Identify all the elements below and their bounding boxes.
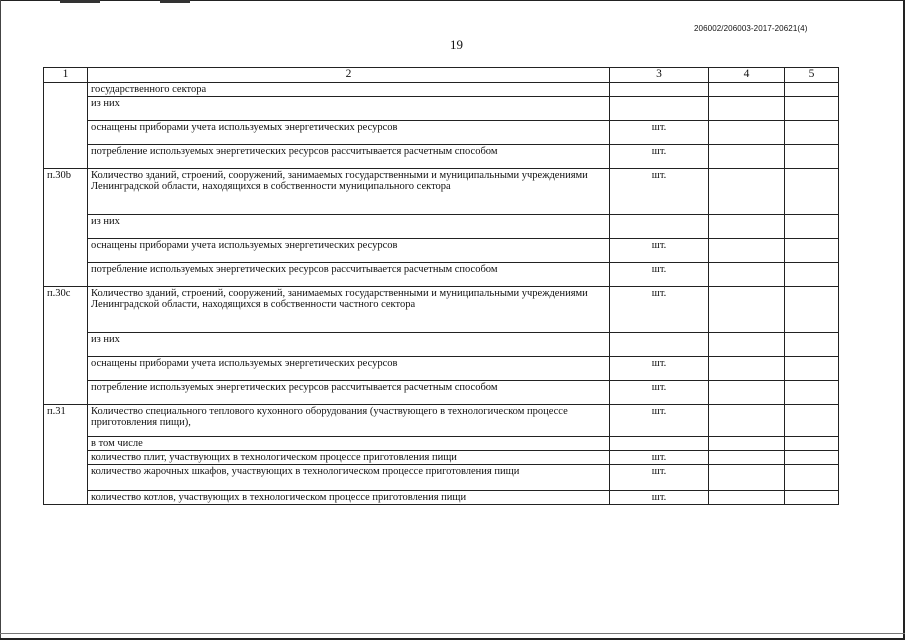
value-cell-col4 [709, 332, 785, 356]
unit-cell: шт. [610, 286, 709, 332]
table-row [44, 214, 839, 238]
scan-mark [160, 0, 190, 3]
page-number: 19 [450, 37, 463, 52]
table-row [44, 356, 839, 380]
description-cell: Количество зданий, строений, сооружений, занимаемых государственными и муниципальными учреждениями Ленинградской области, находящихся в собственности муниципального сектора [88, 168, 610, 214]
description-cell: оснащены приборами учета используемых энергетических ресурсов [88, 120, 610, 144]
description-cell: потребление используемых энергетических ресурсов рассчитывается расчетным способом [88, 262, 610, 286]
value-cell-col5 [785, 436, 839, 450]
table-row [44, 238, 839, 262]
value-cell-col5 [785, 144, 839, 168]
value-cell-col5 [785, 332, 839, 356]
table-row [44, 144, 839, 168]
table-row [44, 490, 839, 504]
description-cell: оснащены приборами учета используемых энергетических ресурсов [88, 356, 610, 380]
description-cell: потребление используемых энергетических ресурсов рассчитывается расчетным способом [88, 144, 610, 168]
description-cell: из них [88, 332, 610, 356]
unit-cell [610, 96, 709, 120]
unit-cell: шт. [610, 168, 709, 214]
table-row [44, 286, 839, 332]
report-table [43, 67, 839, 505]
value-cell-col5 [785, 96, 839, 120]
table-row [44, 464, 839, 490]
table-row [44, 450, 839, 464]
header-col-4: 4 [709, 68, 785, 83]
unit-cell: шт. [610, 380, 709, 404]
unit-cell [610, 214, 709, 238]
description-cell: из них [88, 96, 610, 120]
value-cell-col4 [709, 286, 785, 332]
table-row [44, 436, 839, 450]
value-cell-col4 [709, 238, 785, 262]
scan-frame-top [0, 0, 905, 1]
value-cell-col5 [785, 120, 839, 144]
item-number-cell: п.30c [44, 286, 88, 404]
value-cell-col4 [709, 490, 785, 504]
item-number-cell [44, 83, 88, 169]
value-cell-col5 [785, 356, 839, 380]
value-cell-col5 [785, 262, 839, 286]
unit-cell: шт. [610, 144, 709, 168]
value-cell-col4 [709, 120, 785, 144]
header-col-5: 5 [785, 68, 839, 83]
scan-frame-left [0, 0, 1, 640]
value-cell-col4 [709, 168, 785, 214]
description-cell: потребление используемых энергетических ресурсов рассчитывается расчетным способом [88, 380, 610, 404]
unit-cell [610, 332, 709, 356]
description-cell: в том числе [88, 436, 610, 450]
header-col-1: 1 [44, 68, 88, 83]
value-cell-col4 [709, 436, 785, 450]
table-row [44, 120, 839, 144]
value-cell-col4 [709, 96, 785, 120]
table-header-row [44, 68, 839, 83]
unit-cell [610, 83, 709, 97]
unit-cell: шт. [610, 238, 709, 262]
item-number-cell: п.31 [44, 404, 88, 504]
unit-cell [610, 436, 709, 450]
value-cell-col4 [709, 83, 785, 97]
description-cell: количество плит, участвующих в технологическом процессе приготовления пищи [88, 450, 610, 464]
value-cell-col4 [709, 262, 785, 286]
value-cell-col5 [785, 83, 839, 97]
table-row [44, 404, 839, 436]
table-row [44, 96, 839, 120]
value-cell-col5 [785, 404, 839, 436]
item-number-cell: п.30b [44, 168, 88, 286]
table-row [44, 83, 839, 97]
value-cell-col5 [785, 464, 839, 490]
table-row [44, 262, 839, 286]
value-cell-col4 [709, 404, 785, 436]
value-cell-col4 [709, 356, 785, 380]
value-cell-col5 [785, 214, 839, 238]
header-col-3: 3 [610, 68, 709, 83]
scan-frame-bottom-line [0, 633, 905, 634]
table-row [44, 168, 839, 214]
table-row [44, 380, 839, 404]
unit-cell: шт. [610, 450, 709, 464]
value-cell-col4 [709, 214, 785, 238]
unit-cell: шт. [610, 262, 709, 286]
value-cell-col5 [785, 168, 839, 214]
description-cell: государственного сектора [88, 83, 610, 97]
value-cell-col5 [785, 450, 839, 464]
unit-cell: шт. [610, 464, 709, 490]
value-cell-col5 [785, 286, 839, 332]
value-cell-col5 [785, 380, 839, 404]
unit-cell: шт. [610, 120, 709, 144]
unit-cell: шт. [610, 490, 709, 504]
unit-cell: шт. [610, 404, 709, 436]
header-col-2: 2 [88, 68, 610, 83]
table-row [44, 332, 839, 356]
description-cell: количество котлов, участвующих в технологическом процессе приготовления пищи [88, 490, 610, 504]
value-cell-col4 [709, 450, 785, 464]
value-cell-col4 [709, 144, 785, 168]
unit-cell: шт. [610, 356, 709, 380]
description-cell: Количество зданий, строений, сооружений, занимаемых государственными и муниципальными учреждениями Ленинградской области, находящихся в собственности частного сектора [88, 286, 610, 332]
description-cell: оснащены приборами учета используемых энергетических ресурсов [88, 238, 610, 262]
description-cell: количество жарочных шкафов, участвующих в технологическом процессе приготовления пищи [88, 464, 610, 490]
value-cell-col5 [785, 238, 839, 262]
value-cell-col4 [709, 380, 785, 404]
document-code: 206002/206003-2017-20621(4) [694, 24, 808, 33]
description-cell: из них [88, 214, 610, 238]
value-cell-col5 [785, 490, 839, 504]
description-cell: Количество специального теплового кухонного оборудования (участвующего в технологическом процессе приготовления пищи), [88, 404, 610, 436]
value-cell-col4 [709, 464, 785, 490]
scan-mark [60, 0, 100, 3]
